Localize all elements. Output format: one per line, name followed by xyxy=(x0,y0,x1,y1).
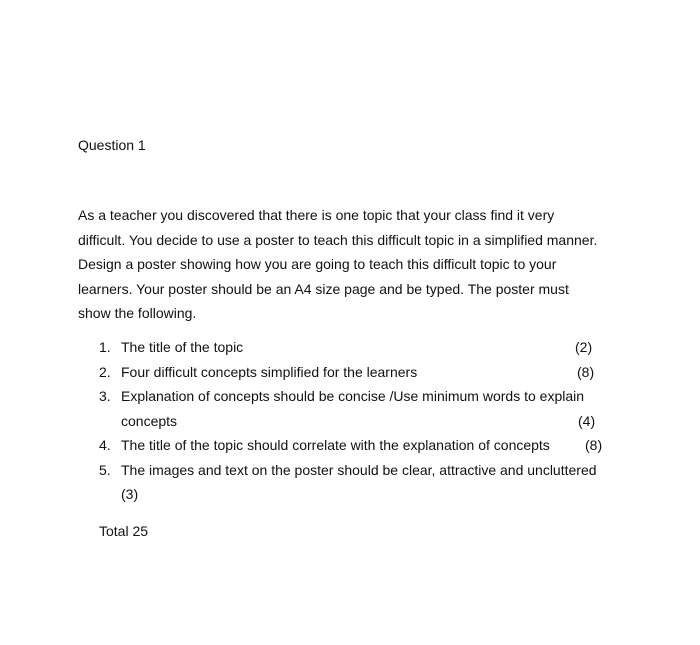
total-marks: Total 25 xyxy=(99,523,149,539)
question-intro xyxy=(78,203,638,326)
item-marks: (8) xyxy=(585,437,603,453)
list-item xyxy=(99,360,619,385)
item-marks: (8) xyxy=(577,363,595,380)
item-text: The title of the topic xyxy=(121,339,244,355)
item-text: Four difficult concepts simplified for the learners xyxy=(121,363,418,380)
item-marks: (3) xyxy=(121,486,139,502)
item-number: 1. xyxy=(99,339,111,355)
list-item xyxy=(99,384,619,433)
item-marks: (2) xyxy=(575,339,593,355)
item-number: 3. xyxy=(99,388,111,404)
intro-line: Design a poster showing how you are going to teach this difficult topic to your xyxy=(78,256,557,272)
intro-line: As a teacher you discovered that there is one topic that your class find it very xyxy=(78,207,555,223)
list-item xyxy=(99,335,619,360)
item-number: 5. xyxy=(99,461,111,478)
intro-line: show the following. xyxy=(78,305,197,321)
intro-line: learners. Your poster should be an A4 size page and be typed. The poster must xyxy=(78,280,569,297)
item-marks: (4) xyxy=(578,412,596,429)
list-item xyxy=(99,433,619,458)
item-number: 4. xyxy=(99,437,111,453)
question-heading: Question 1 xyxy=(78,137,146,153)
item-number: 2. xyxy=(99,363,111,380)
requirements-list xyxy=(99,335,619,507)
item-text: The title of the topic should correlate with the explanation of concepts xyxy=(121,437,550,453)
item-text: Explanation of concepts should be concise /Use minimum words to explain xyxy=(121,388,585,404)
item-text: The images and text on the poster should be clear, attractive and uncluttered xyxy=(121,461,597,478)
list-item xyxy=(99,458,619,507)
item-text: concepts xyxy=(121,412,178,429)
intro-line: difficult. You decide to use a poster to teach this difficult topic in a simplified manner. xyxy=(78,231,598,248)
